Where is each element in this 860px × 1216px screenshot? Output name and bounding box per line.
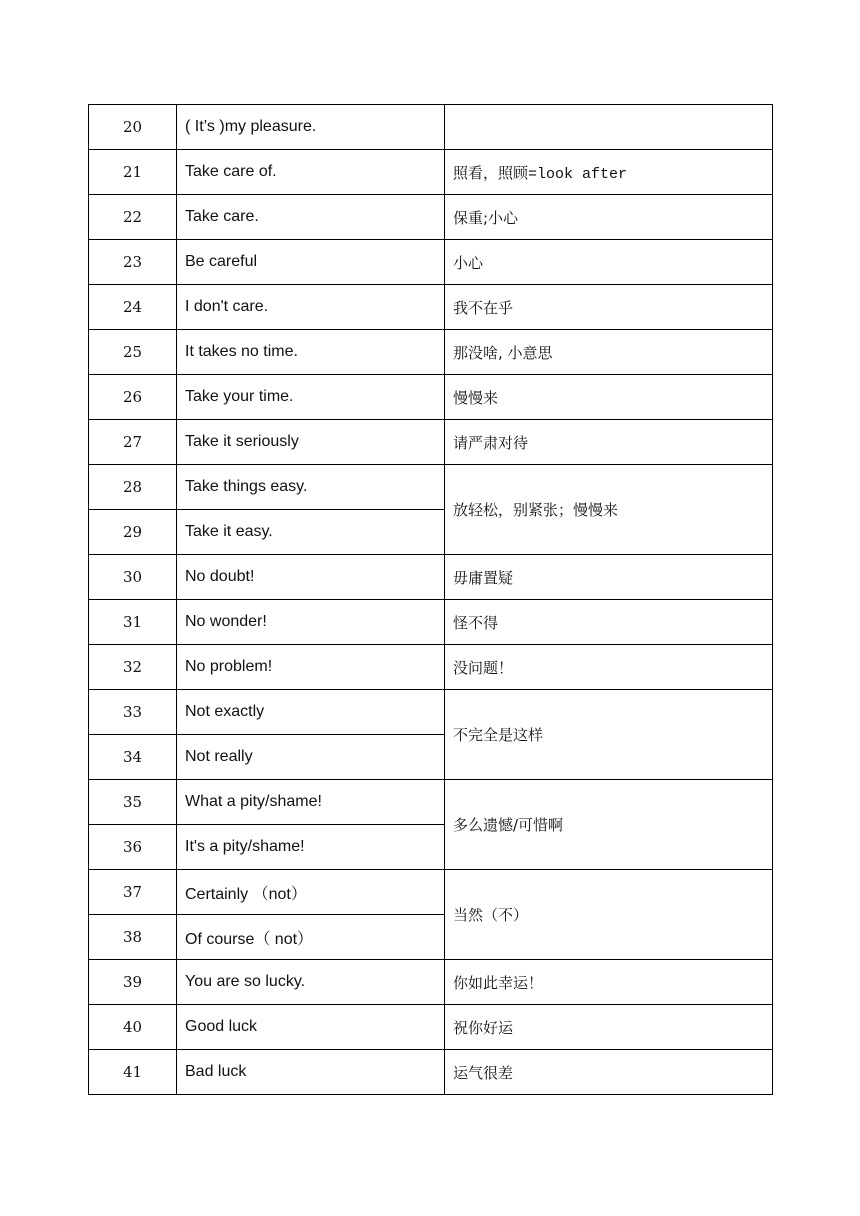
english-phrase: What a pity/shame!	[177, 780, 445, 825]
chinese-meaning: 慢慢来	[445, 375, 773, 420]
english-phrase: ( It’s )my pleasure.	[177, 105, 445, 150]
row-number: 23	[89, 240, 177, 285]
table-row	[89, 105, 773, 150]
table-row	[89, 600, 773, 645]
chinese-meaning: 多么遗憾/可惜啊	[445, 780, 773, 870]
table-row	[89, 330, 773, 375]
row-number: 24	[89, 285, 177, 330]
table-row	[89, 240, 773, 285]
chinese-meaning: 毋庸置疑	[445, 555, 773, 600]
row-number: 35	[89, 780, 177, 825]
chinese-meaning: 我不在乎	[445, 285, 773, 330]
chinese-meaning: 请严肃对待	[445, 420, 773, 465]
english-phrase: Good luck	[177, 1005, 445, 1050]
chinese-meaning: 当然（不）	[445, 870, 773, 960]
phrase-table	[88, 104, 773, 1095]
english-phrase: No problem!	[177, 645, 445, 690]
english-phrase: It takes no time.	[177, 330, 445, 375]
english-phrase: I don't care.	[177, 285, 445, 330]
row-number: 41	[89, 1050, 177, 1095]
english-phrase: Of course（ not）	[177, 915, 445, 960]
chinese-meaning-text: 照看，照顾	[453, 163, 529, 182]
row-number: 36	[89, 825, 177, 870]
row-number: 28	[89, 465, 177, 510]
table-row	[89, 690, 773, 735]
row-number: 26	[89, 375, 177, 420]
row-number: 40	[89, 1005, 177, 1050]
row-number: 25	[89, 330, 177, 375]
english-phrase: Bad luck	[177, 1050, 445, 1095]
chinese-meaning: 祝你好运	[445, 1005, 773, 1050]
english-phrase: You are so lucky.	[177, 960, 445, 1005]
english-phrase: Take care.	[177, 195, 445, 240]
english-phrase: Take it seriously	[177, 420, 445, 465]
english-phrase: It's a pity/shame!	[177, 825, 445, 870]
table-row	[89, 780, 773, 825]
table-row	[89, 1050, 773, 1095]
table-row	[89, 195, 773, 240]
chinese-meaning: 小心	[445, 240, 773, 285]
english-phrase: Take your time.	[177, 375, 445, 420]
chinese-meaning	[445, 150, 773, 195]
chinese-meaning: 没问题！	[445, 645, 773, 690]
table-row	[89, 285, 773, 330]
chinese-meaning: 怪不得	[445, 600, 773, 645]
table-row	[89, 960, 773, 1005]
row-number: 37	[89, 870, 177, 915]
row-number: 20	[89, 105, 177, 150]
english-phrase: No wonder!	[177, 600, 445, 645]
table-row	[89, 1005, 773, 1050]
chinese-meaning: 那没啥, 小意思	[445, 330, 773, 375]
row-number: 22	[89, 195, 177, 240]
row-number: 29	[89, 510, 177, 555]
chinese-meaning: 运气很差	[445, 1050, 773, 1095]
table-row	[89, 870, 773, 915]
english-phrase: Take care of.	[177, 150, 445, 195]
row-number: 27	[89, 420, 177, 465]
english-phrase: Certainly （not）	[177, 870, 445, 915]
table-row	[89, 645, 773, 690]
english-phrase: Not exactly	[177, 690, 445, 735]
row-number: 21	[89, 150, 177, 195]
row-number: 38	[89, 915, 177, 960]
row-number: 34	[89, 735, 177, 780]
chinese-meaning: 不完全是这样	[445, 690, 773, 780]
synonym-text: =look after	[528, 165, 628, 183]
row-number: 32	[89, 645, 177, 690]
row-number: 30	[89, 555, 177, 600]
chinese-meaning: 保重;小心	[445, 195, 773, 240]
english-phrase: Take things easy.	[177, 465, 445, 510]
chinese-meaning	[445, 105, 773, 150]
english-phrase: No doubt!	[177, 555, 445, 600]
english-phrase: Not really	[177, 735, 445, 780]
table-row	[89, 420, 773, 465]
chinese-meaning: 放轻松，别紧张；慢慢来	[445, 465, 773, 555]
row-number: 33	[89, 690, 177, 735]
row-number: 39	[89, 960, 177, 1005]
english-phrase: Be careful	[177, 240, 445, 285]
table-row	[89, 555, 773, 600]
english-phrase: Take it easy.	[177, 510, 445, 555]
row-number: 31	[89, 600, 177, 645]
table-row	[89, 465, 773, 510]
table-row	[89, 375, 773, 420]
chinese-meaning: 你如此幸运！	[445, 960, 773, 1005]
table-row	[89, 150, 773, 195]
